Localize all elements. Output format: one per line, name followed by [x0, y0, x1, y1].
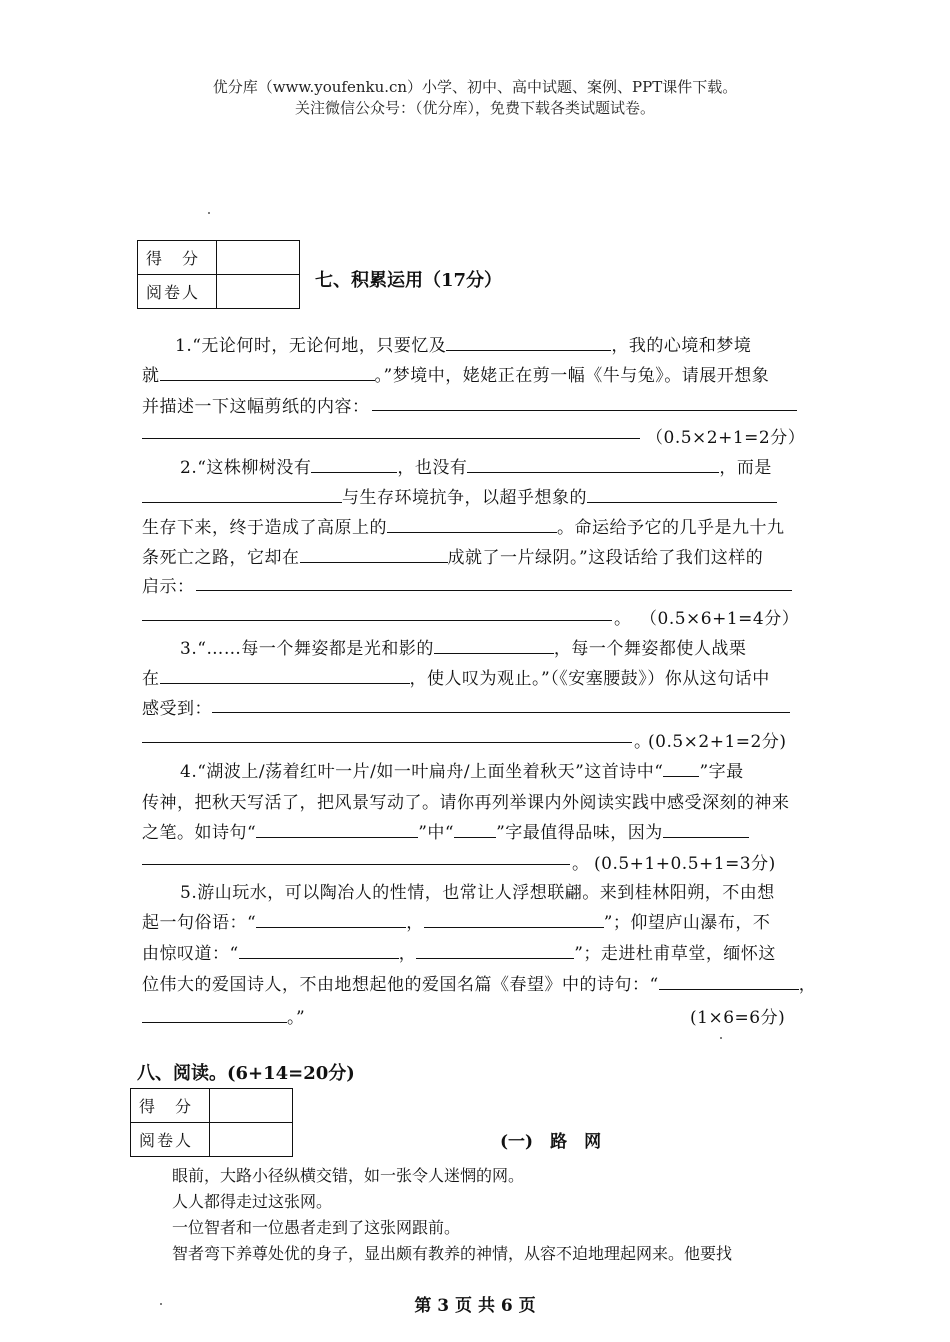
q2-line-1: 2.“这株柳树没有 ，也没有 ，而是	[180, 458, 772, 478]
q5-blank-6[interactable]	[142, 1006, 287, 1023]
q2-blank-1[interactable]	[311, 456, 397, 473]
q2-score: （0.5×6+1=4分）	[640, 609, 800, 629]
q1-answer-line-1[interactable]	[372, 410, 797, 411]
grader-cell	[210, 1123, 293, 1157]
scan-speck	[208, 212, 210, 214]
grader-label: 阅卷人	[138, 275, 217, 309]
q5-line-3: 由惊叹道：“ ， ”；走进杜甫草堂，缅怀这	[142, 944, 776, 964]
q2-line-5: 启示：	[142, 577, 195, 597]
section7-title: 七、积累运用（17分）	[315, 270, 503, 291]
q1-score: （0.5×2+1=2分）	[646, 428, 806, 448]
q4-line-2: 传神，把秋天写活了，把风景写动了。请你再列举课内外阅读实践中感受深刻的神来	[142, 793, 790, 813]
grader-cell	[217, 275, 300, 309]
q2-line-4: 条死亡之路，它却在 成就了一片绿阴。”这段话给了我们这样的	[142, 548, 764, 568]
q5-line-1: 5.游山玩水，可以陶冶人的性情，也常让人浮想联翩。来到桂林阳朔，不由想	[180, 883, 775, 903]
q1-line-1: 1.“无论何时，无论何地，只要忆及 ，我的心境和梦境	[175, 336, 752, 356]
q5-line-2: 起一句俗语：“ ， ”；仰望庐山瀑布，不	[142, 913, 771, 933]
q1-line-3: 并描述一下这幅剪纸的内容：	[142, 397, 370, 417]
q2-answer-line-1[interactable]	[196, 590, 792, 591]
section8-title: 八、阅读。(6+14=20分)	[137, 1063, 355, 1084]
q2-line-2: 与生存环境抗争，以超乎想象的	[142, 483, 777, 508]
q5-blank-4[interactable]	[416, 942, 574, 959]
score-cell	[210, 1089, 293, 1123]
q4-end: 。	[572, 854, 590, 874]
q3-end: 。	[634, 732, 652, 752]
passage-paragraph-2: 人人都得走过这张网。	[172, 1192, 333, 1211]
score-box-section7	[137, 240, 300, 309]
q4-blank-3[interactable]	[454, 821, 496, 838]
scan-speck	[160, 1303, 162, 1305]
q3-score: (0.5×2+1=2分)	[648, 732, 787, 752]
header-line-1: 优分库（www.youfenku.cn）小学、初中、高中试题、案例、PPT课件下载。	[212, 78, 738, 96]
score-label: 得 分	[138, 241, 217, 275]
q4-answer-line[interactable]	[142, 864, 570, 865]
q2-line-3: 生存下来，终于造成了高原上的 。命运给予它的几乎是九十九	[142, 518, 785, 538]
q5-blank-1[interactable]	[256, 911, 406, 928]
q3-blank-2[interactable]	[160, 667, 410, 684]
q2-blank-5[interactable]	[387, 516, 557, 533]
passage-title: (一) 路 网	[500, 1132, 602, 1152]
q3-line-2: 在 ，使人叹为观止。”（《安塞腰鼓》）你从这句话中	[142, 669, 770, 689]
grader-label: 阅卷人	[131, 1123, 210, 1157]
q5-blank-5[interactable]	[659, 973, 799, 990]
score-label: 得 分	[131, 1089, 210, 1123]
q1-blank-2[interactable]	[160, 364, 375, 381]
q2-blank-3[interactable]	[142, 486, 342, 503]
q5-line-5: 。”	[142, 1003, 305, 1028]
q2-blank-4[interactable]	[587, 486, 777, 503]
score-box-section8	[130, 1088, 293, 1157]
passage-paragraph-4: 智者弯下养尊处优的身子，显出颇有教养的神情，从容不迫地理起网来。他要找	[172, 1244, 733, 1263]
q3-blank-1[interactable]	[434, 637, 554, 654]
page-number: 第 3 页 共 6 页	[414, 1296, 536, 1316]
q3-line-1: 3.“……每一个舞姿都是光和影的 ，每一个舞姿都使人战栗	[180, 639, 747, 659]
score-cell	[217, 241, 300, 275]
q3-answer-line-1[interactable]	[212, 712, 790, 713]
q2-end: 。	[614, 609, 632, 629]
q4-blank-1[interactable]	[663, 760, 699, 777]
q2-blank-6[interactable]	[300, 546, 448, 563]
q1-blank-1[interactable]	[446, 334, 611, 351]
q5-line-4: 位伟大的爱国诗人，不由地想起他的爱国名篇《春望》中的诗句：“ ，	[142, 975, 817, 995]
q1-line-2: 就 。”梦境中，姥姥正在剪一幅《牛与兔》。请展开想象	[142, 366, 770, 386]
q4-blank-4[interactable]	[663, 821, 749, 838]
q2-answer-line-2[interactable]	[142, 620, 612, 621]
q2-blank-2[interactable]	[467, 456, 719, 473]
q4-line-1: 4.“湖波上/荡着红叶一片/如一叶扁舟/上面坐着秋天”这首诗中“ ”字最	[180, 762, 744, 782]
q5-blank-3[interactable]	[239, 942, 399, 959]
q3-answer-line-2[interactable]	[142, 742, 632, 743]
q4-score: (0.5+1+0.5+1=3分)	[594, 854, 776, 874]
q4-line-3: 之笔。如诗句“ ”中“ ”字最值得品味，因为	[142, 818, 749, 843]
q4-blank-2[interactable]	[256, 821, 418, 838]
passage-paragraph-3: 一位智者和一位愚者走到了这张网跟前。	[172, 1218, 461, 1237]
q5-score: (1×6=6分)	[690, 1008, 786, 1028]
q5-blank-2[interactable]	[424, 911, 604, 928]
q3-line-3: 感受到：	[142, 699, 212, 719]
header-line-2: 关注微信公众号：（优分库），免费下载各类试题试卷。	[294, 99, 655, 117]
q1-answer-line-2[interactable]	[142, 438, 640, 439]
passage-paragraph-1: 眼前，大路小径纵横交错，如一张令人迷惘的网。	[172, 1166, 525, 1185]
scan-speck	[720, 1037, 722, 1039]
